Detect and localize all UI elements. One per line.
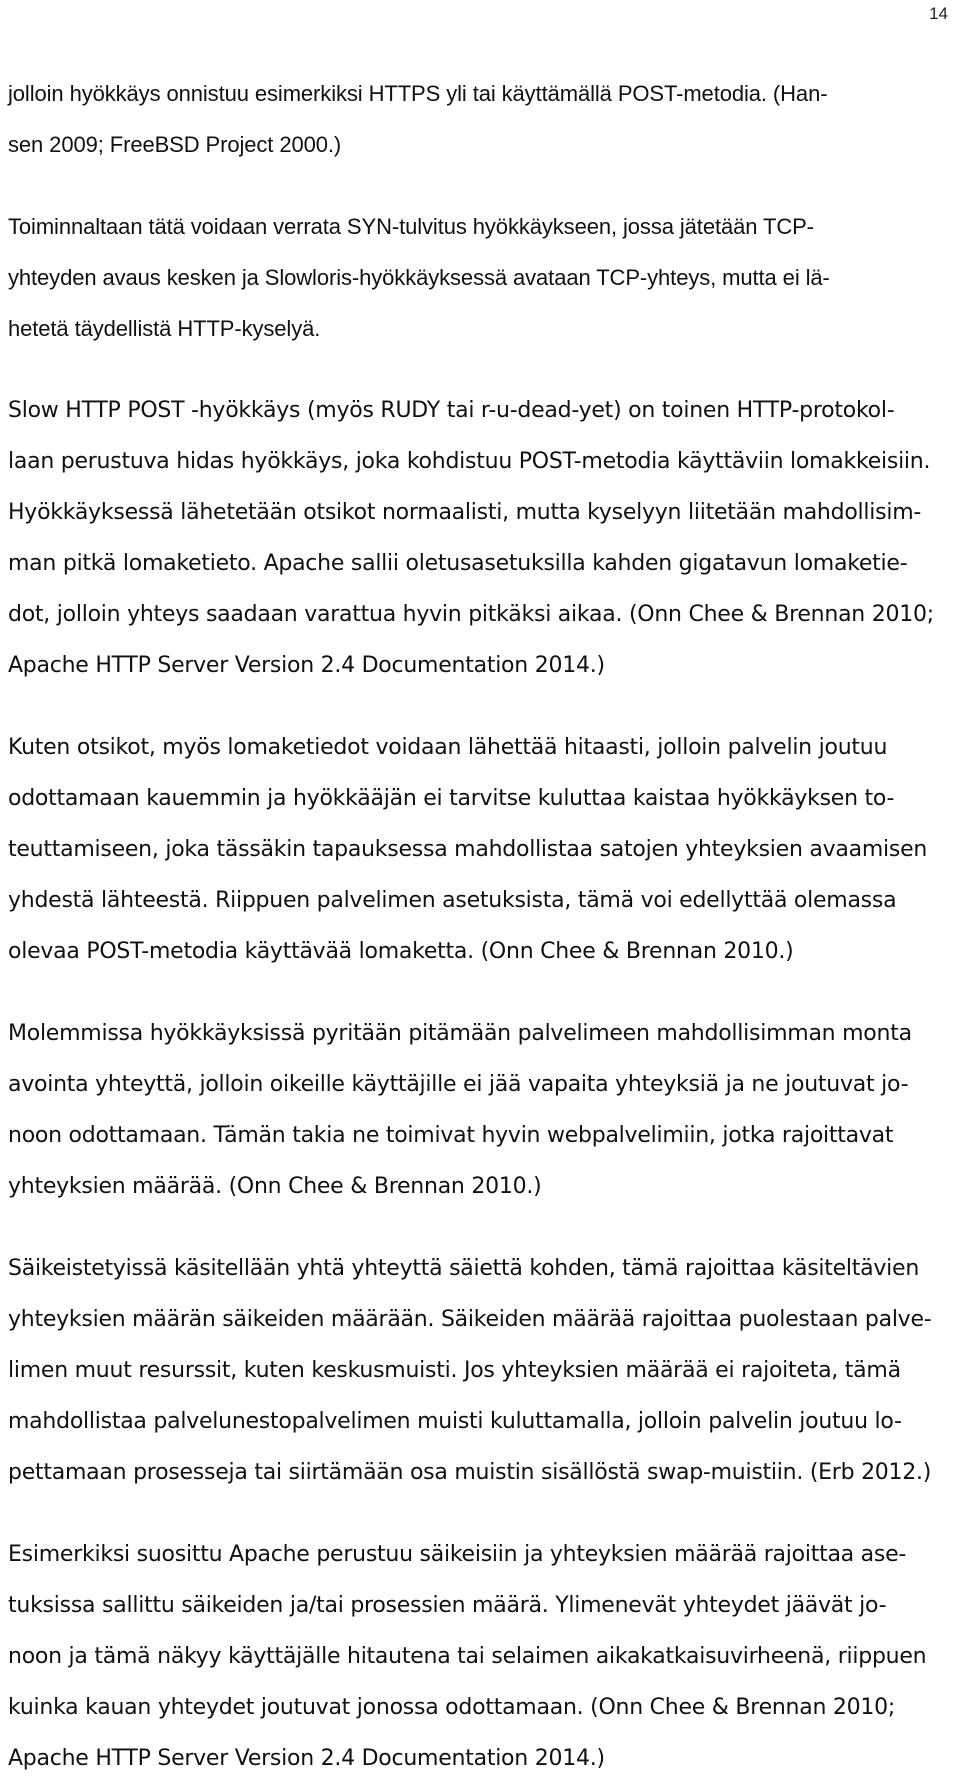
text-line: mahdollistaa palvelunestopalvelimen muisti kuluttamalla, jolloin palvelin joutuu lo- — [8, 1409, 902, 1434]
text-line: noon ja tämä näkyy käyttäjälle hitautena tai selaimen aikakatkaisuvirheenä, riippuen — [8, 1644, 927, 1669]
text-line: Toiminnaltaan tätä voidaan verrata SYN-tulvitus hyökkäykseen, jossa jätetään TCP- — [8, 214, 814, 239]
text-line: tuksissa sallittu säikeiden ja/tai prosessien määrä. Ylimenevät yhteydet jäävät jo- — [8, 1593, 887, 1618]
text-line: odottamaan kauemmin ja hyökkääjän ei tarvitse kuluttaa kaistaa hyökkäyksen to- — [8, 786, 895, 811]
paragraph-6 — [8, 1243, 938, 1498]
paragraph-5 — [8, 1008, 938, 1212]
text-line: Molemmissa hyökkäyksissä pyritään pitämään palvelimeen mahdollisimman monta — [8, 1021, 912, 1046]
text-line: olevaa POST-metodia käyttävää lomaketta. (Onn Chee & Brennan 2010.) — [8, 939, 794, 964]
text-line: yhteyksien määrän säikeiden määrään. Säikeiden määrää rajoittaa puolestaan palve- — [8, 1307, 932, 1332]
text-line: limen muut resurssit, kuten keskusmuisti. Jos yhteyksien määrää ei rajoiteta, tämä — [8, 1358, 901, 1383]
text-line: pettamaan prosesseja tai siirtämään osa muistin sisällöstä swap-muistiin. (Erb 2012.) — [8, 1460, 932, 1485]
text-line: sen 2009; FreeBSD Project 2000.) — [8, 132, 342, 157]
paragraph-1 — [8, 68, 938, 170]
text-line: kuinka kauan yhteydet joutuvat jonossa odottamaan. (Onn Chee & Brennan 2010; — [8, 1695, 896, 1720]
text-line: man pitkä lomaketieto. Apache sallii oletusasetuksilla kahden gigatavun lomaketie- — [8, 551, 908, 576]
paragraph-4 — [8, 722, 938, 977]
text-line: noon odottamaan. Tämän takia ne toimivat hyvin webpalvelimiin, jotka rajoittavat — [8, 1123, 894, 1148]
paragraph-2 — [8, 201, 938, 354]
text-line: Hyökkäyksessä lähetetään otsikot normaalisti, mutta kyselyyn liitetään mahdollisim- — [8, 500, 922, 525]
text-line: yhdestä lähteestä. Riippuen palvelimen asetuksista, tämä voi edellyttää olemassa — [8, 888, 897, 913]
text-line: Esimerkiksi suosittu Apache perustuu säikeisiin ja yhteyksien määrää rajoittaa ase- — [8, 1542, 907, 1567]
text-line: Apache HTTP Server Version 2.4 Documentation 2014.) — [8, 653, 605, 678]
text-line: Apache HTTP Server Version 2.4 Documentation 2014.) — [8, 1746, 605, 1771]
paragraph-3 — [8, 385, 938, 691]
text-line: hetetä täydellistä HTTP-kyselyä. — [8, 316, 321, 341]
text-line: Kuten otsikot, myös lomaketiedot voidaan lähettää hitaasti, jolloin palvelin joutuu — [8, 735, 888, 760]
text-line: Säikeistetyissä käsitellään yhtä yhteyttä säiettä kohden, tämä rajoittaa käsiteltävien — [8, 1256, 920, 1281]
text-line: avointa yhteyttä, jolloin oikeille käyttäjille ei jää vapaita yhteyksiä ja ne joutuvat jo- — [8, 1072, 909, 1097]
text-line: yhteyksien määrää. (Onn Chee & Brennan 2010.) — [8, 1174, 542, 1199]
page-number: 14 — [929, 4, 948, 23]
text-line: teuttamiseen, joka tässäkin tapauksessa mahdollistaa satojen yhteyksien avaamisen — [8, 837, 928, 862]
text-line: jolloin hyökkäys onnistuu esimerkiksi HTTPS yli tai käyttämällä POST-metodia. (Han- — [8, 81, 828, 106]
text-line: laan perustuva hidas hyökkäys, joka kohdistuu POST-metodia käyttäviin lomakkeisiin. — [8, 449, 931, 474]
text-line: dot, jolloin yhteys saadaan varattua hyvin pitkäksi aikaa. (Onn Chee & Brennan 2010; — [8, 602, 934, 627]
document-body — [8, 68, 938, 1784]
text-line: yhteyden avaus kesken ja Slowloris-hyökkäyksessä avataan TCP-yhteys, mutta ei lä- — [8, 265, 830, 290]
text-line: Slow HTTP POST -hyökkäys (myös RUDY tai r-u-dead-yet) on toinen HTTP-protokol- — [8, 398, 895, 423]
paragraph-7 — [8, 1529, 938, 1784]
